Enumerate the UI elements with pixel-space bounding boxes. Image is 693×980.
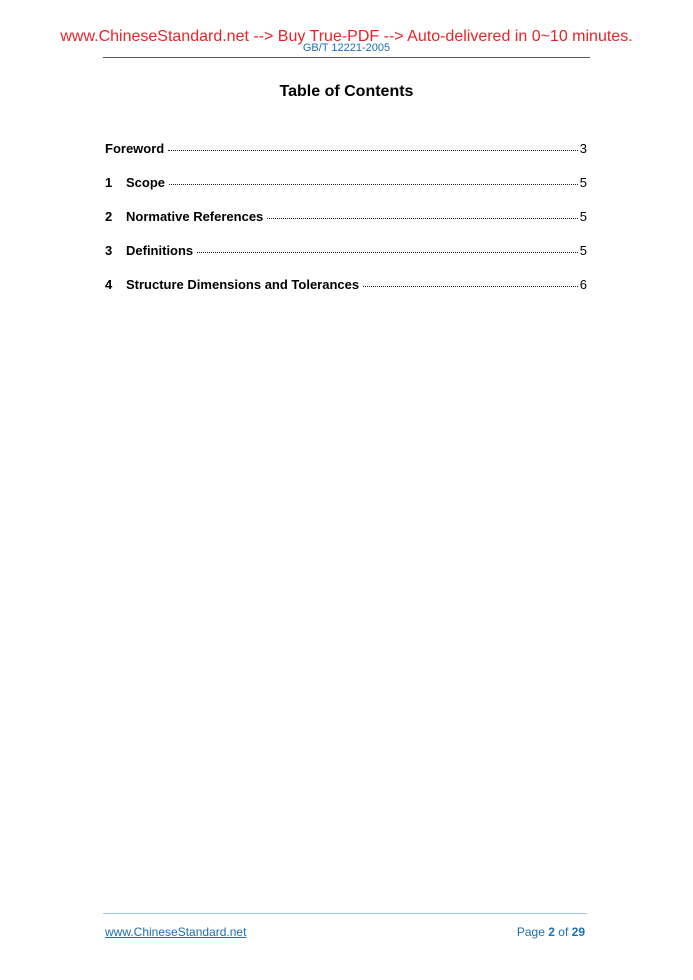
page-prefix: Page [516, 925, 545, 939]
toc-entry-page: 5 [579, 209, 587, 224]
toc-entry-label: Scope [126, 175, 166, 190]
header-banner[interactable]: www.ChineseStandard.net --> Buy True-PDF --> Auto-delivered in 0~10 minutes. [60, 28, 633, 45]
toc-entry-number: 4 [105, 277, 113, 292]
toc-entry-page: 3 [579, 141, 587, 156]
toc-entry-scope[interactable] [105, 175, 587, 209]
toc-leader-dots [197, 252, 578, 253]
toc-leader-dots [169, 184, 578, 185]
toc-entry-label: Definitions [126, 243, 194, 258]
footer-site-link[interactable]: www.ChineseStandard.net [105, 925, 247, 939]
toc-entry-page: 5 [579, 243, 587, 258]
toc-entry-number: 1 [105, 175, 113, 190]
page-of: of [558, 925, 569, 939]
page-total: 29 [571, 925, 585, 939]
toc-list [105, 141, 587, 311]
toc-leader-dots [267, 218, 577, 219]
page-number [517, 925, 585, 939]
toc-entry-label: Foreword [105, 141, 165, 156]
toc-entry-label: Normative References [126, 209, 264, 224]
toc-leader-dots [363, 286, 578, 287]
header-divider [103, 57, 590, 58]
toc-entry-normative-references[interactable] [105, 209, 587, 243]
footer-divider [103, 913, 587, 914]
page-current: 2 [548, 925, 555, 939]
document-code: GB/T 12221-2005 [302, 42, 391, 54]
toc-entry-page: 6 [579, 277, 587, 292]
toc-entry-structure-dimensions[interactable] [105, 277, 587, 311]
toc-entry-foreword[interactable] [105, 141, 587, 175]
toc-entry-label: Structure Dimensions and Tolerances [126, 277, 360, 292]
toc-entry-number: 2 [105, 209, 113, 224]
toc-entry-definitions[interactable] [105, 243, 587, 277]
toc-entry-page: 5 [579, 175, 587, 190]
page-title: Table of Contents [279, 83, 414, 100]
toc-leader-dots [168, 150, 578, 151]
toc-entry-number: 3 [105, 243, 113, 258]
